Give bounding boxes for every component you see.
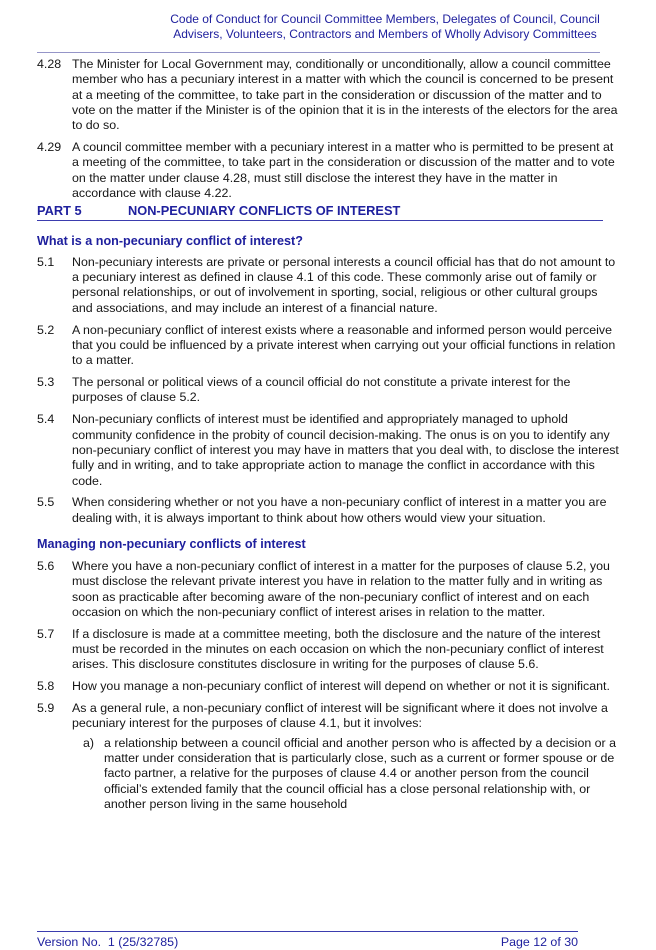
clause-number: 5.1 [37,254,55,269]
clause-4-29 [37,140,620,201]
subitem-text: a relationship between a council official and another person who is affected by a decision or a matter under consideration that is particularly close, such as a current or former spouse or de facto partner, a relative for the purposes of clause 4.4 or another person from the council official’s extended family that the council official has a close personal relationship with, or another person living in the same household [104,735,617,811]
footer-version: Version No. 1 (25/32785) [37,935,179,949]
clause-number: 5.2 [37,322,55,337]
clause-text: Non-pecuniary conflicts of interest must be identified and appropriately managed to uphold community confidence in the probity of council decision-making. The onus is on you to identify any non-pecuniary conflict of interest you may have in matters that you deal with, to disclose the interest fully and in writing, and to take appropriate action to manage the conflict in accordance with this code. [72,412,619,488]
section-heading-managing: Managing non-pecuniary conflicts of interest [37,536,306,551]
clause-text: When considering whether or not you have a non-pecuniary conflict of interest in a matter you are dealing with, it is always important to think about how others would view your situation. [72,495,607,525]
part5-label: PART 5 [37,202,82,218]
clause-5-6 [37,559,620,620]
clause-text: How you manage a non-pecuniary conflict of interest will depend on whether or not it is significant. [72,679,610,694]
clause-number: 5.5 [37,495,55,510]
clause-text: A council committee member with a pecuniary interest in a matter who is permitted to be present at a meeting of the committee, to take part in the consideration or discussion of the matter and to vote on the matter under clause 4.28, must still disclose the interest they have in the matter in accordance with clause 4.22. [72,140,615,200]
clause-5-3 [37,375,620,406]
document-title-line-1: Code of Conduct for Council Committee Members, Delegates of Council, Council [170,12,600,26]
clause-number: 5.3 [37,375,55,390]
clause-5-8 [37,679,620,694]
clause-5-2 [37,323,620,369]
header-rule [37,52,600,53]
clause-text: Where you have a non-pecuniary conflict of interest in a matter for the purposes of clause 5.2, you must disclose the relevant private interest you have in relation to the matter fully and in writing as soon as practicable after becoming aware of the non-pecuniary conflict of interest and on each occasion on which the non-pecuniary conflict of interest arises in relation to the matter. [72,558,610,619]
subitem-label: a) [83,735,95,750]
clause-5-5 [37,495,620,526]
clause-text: As a general rule, a non-pecuniary conflict of interest will be significant where it does not involve a pecuniary interest for the purposes of clause 4.1, but it involves: [72,701,608,731]
clause-number: 5.4 [37,412,55,427]
document-title-line-2: Advisers, Volunteers, Contractors and Members of Wholly Advisory Committees [173,27,597,41]
clause-text: The Minister for Local Government may, conditionally or unconditionally, allow a council committee member who has a pecuniary interest in a matter with which the council is concerned to be present at a meeting of the committee, to take part in the consideration or discussion of the matter and to vote on the matter if the Minister is of the opinion that it is in the interests of the electors for the area to do so. [72,57,618,133]
clause-text: A non-pecuniary conflict of interest exists where a reasonable and informed person would perceive that you could be influenced by a private interest when carrying out your official functions in relation to a matter. [72,322,616,368]
footer-row [37,934,578,950]
clause-5-9 [37,701,620,732]
page-footer [37,931,578,950]
clause-number: 5.6 [37,558,55,573]
clause-number: 4.29 [37,140,62,155]
footer-rule [37,931,578,932]
clause-number: 4.28 [37,57,62,71]
clause-number: 5.8 [37,679,55,694]
clause-number: 5.7 [37,626,55,641]
document-header-title [169,12,601,42]
section-heading-what-is: What is a non-pecuniary conflict of interest? [37,233,303,248]
clause-text: The personal or political views of a council official do not constitute a private interest for the purposes of clause 5.2. [72,375,571,405]
clause-5-1 [37,255,620,316]
clause-5-9-subitem-a [83,736,620,812]
clause-number: 5.9 [37,701,55,716]
footer-page-number: Page 12 of 30 [500,935,578,949]
clause-5-4 [37,412,620,488]
clause-5-7 [37,627,620,673]
part5-heading [37,204,603,221]
clause-text: If a disclosure is made at a committee meeting, both the disclosure and the nature of the interest must be recorded in the minutes on each occasion on which the non-pecuniary conflict of interest arises. This disclosure constitutes disclosure in writing for the purposes of clause 5.6. [72,626,604,672]
clause-text: Non-pecuniary interests are private or personal interests a council official has that do not amount to a pecuniary interest as defined in clause 4.1 of this code. These commonly arise out of family or personal relationships, or out of involvement in sporting, social, religious or other cultural groups and associations, and may include an interest of a financial nature. [72,254,616,315]
clause-4-28 [37,57,620,133]
part5-title: NON-PECUNIARY CONFLICTS OF INTEREST [128,202,401,218]
